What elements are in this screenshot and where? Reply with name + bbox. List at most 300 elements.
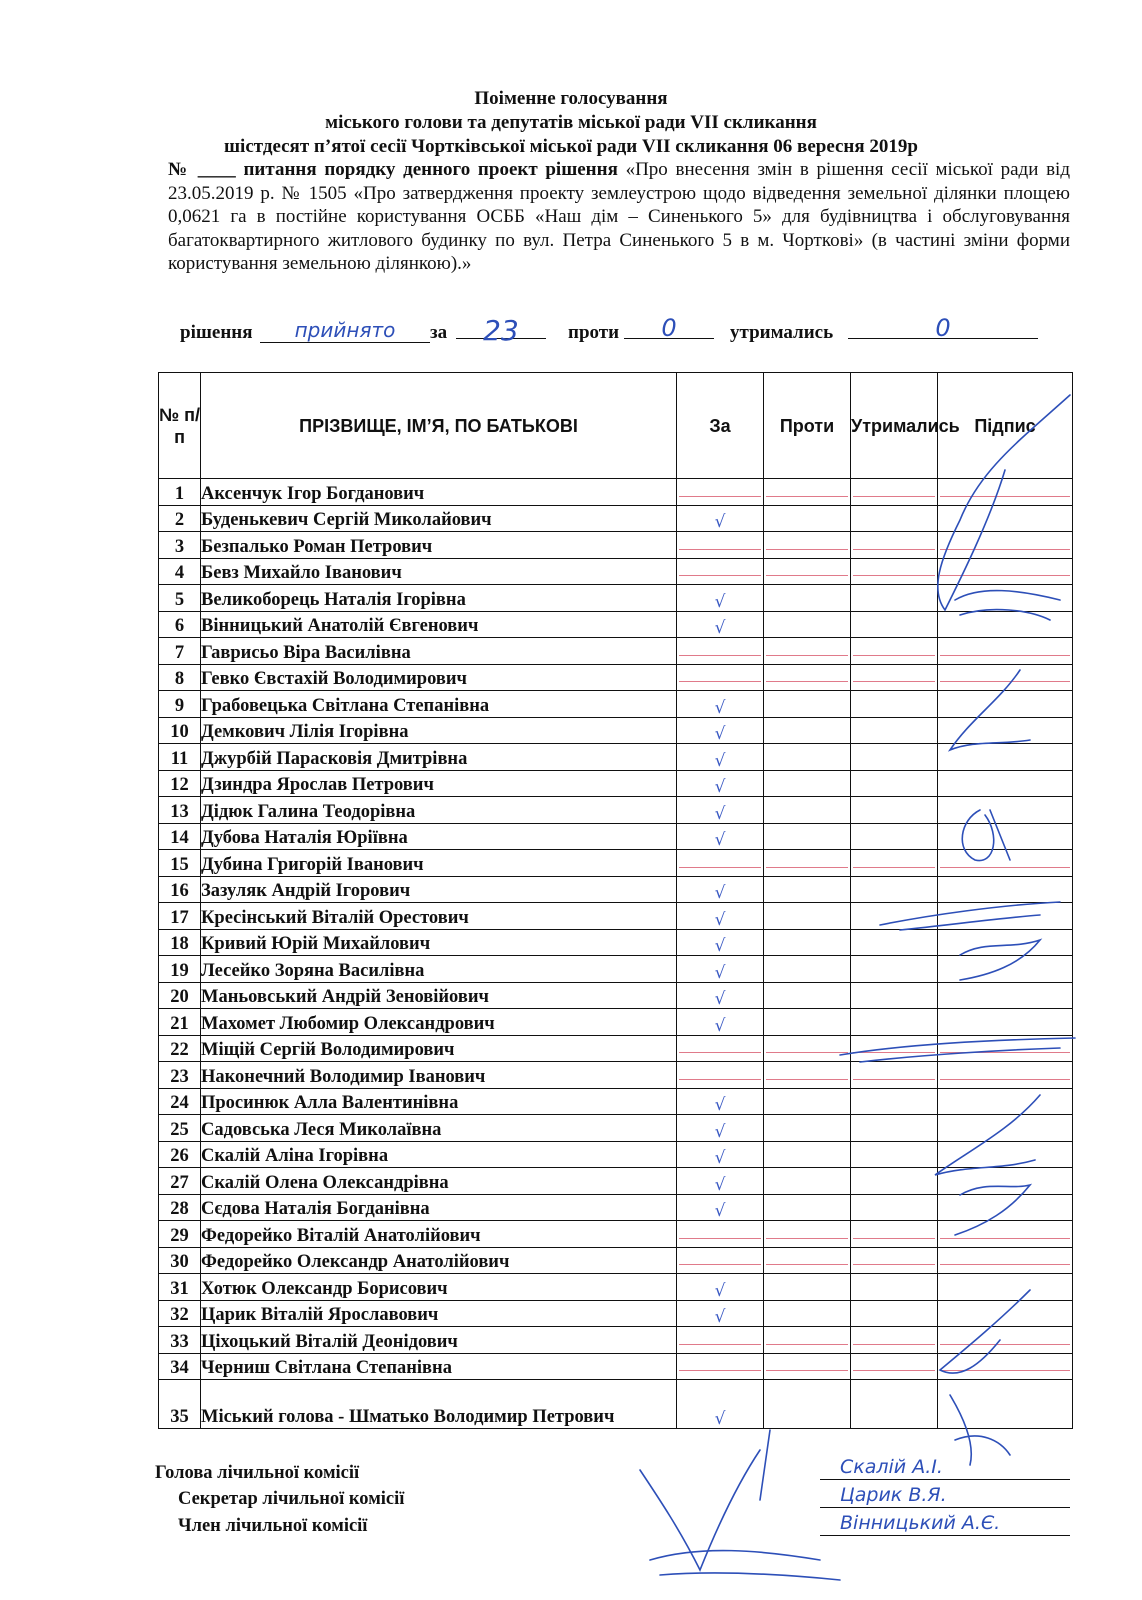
dash-mark-icon bbox=[679, 1238, 761, 1239]
row-number: 3 bbox=[159, 532, 201, 559]
row-against-cell bbox=[764, 1247, 851, 1274]
row-signature-cell bbox=[938, 982, 1073, 1009]
row-abstain-cell bbox=[851, 1115, 938, 1142]
row-name: Міщій Сергій Володимирович bbox=[201, 1035, 677, 1062]
row-name: Зазуляк Андрій Ігорович bbox=[201, 876, 677, 903]
row-for-cell bbox=[677, 1035, 764, 1062]
row-name: Маньовський Андрій Зеновійович bbox=[201, 982, 677, 1009]
check-mark-icon: √ bbox=[714, 1174, 726, 1195]
dash-mark-icon bbox=[679, 1052, 761, 1053]
row-for-cell bbox=[677, 1115, 764, 1142]
check-mark-icon: √ bbox=[714, 936, 726, 956]
check-mark-icon: √ bbox=[714, 1280, 726, 1301]
row-abstain-cell bbox=[851, 532, 938, 559]
row-number: 7 bbox=[159, 638, 201, 665]
row-against-cell bbox=[764, 1194, 851, 1221]
table-row bbox=[159, 1300, 1073, 1327]
row-number: 32 bbox=[159, 1300, 201, 1327]
dash-mark-icon bbox=[853, 496, 935, 497]
row-for-cell bbox=[677, 664, 764, 691]
row-abstain-cell bbox=[851, 1194, 938, 1221]
row-name: Федорейко Віталій Анатолійович bbox=[201, 1221, 677, 1248]
agenda-text: «Про внесення змін в рішення сесії міської ради від 23.05.2019 р. № 1505 «Про затвердження проекту землеустрою щодо відведення земельної ділянки площею 0,0621 га в постійне користування ОСББ «Наш дім – Синенького 5» для будівництва і обслуговування багатоквартирного житлового будинку по вул. Петра Синенького 5 в м. Чорткові» (в частині зміни форми користування земельною ділянкою).» bbox=[168, 159, 1071, 274]
row-number: 20 bbox=[159, 982, 201, 1009]
row-for-cell bbox=[677, 823, 764, 850]
row-for-cell bbox=[677, 744, 764, 771]
header-for: За bbox=[677, 373, 764, 479]
table-header-row bbox=[159, 373, 1073, 479]
row-against-cell bbox=[764, 638, 851, 665]
row-name: Федорейко Олександр Анатолійович bbox=[201, 1247, 677, 1274]
row-against-cell bbox=[764, 585, 851, 612]
check-mark-icon: √ bbox=[714, 750, 726, 771]
row-name: Скалій Олена Олександрівна bbox=[201, 1168, 677, 1195]
dash-mark-icon bbox=[853, 1079, 935, 1080]
dash-mark-icon bbox=[766, 655, 848, 656]
row-name: Гаврисьо Віра Василівна bbox=[201, 638, 677, 665]
row-for-cell bbox=[677, 903, 764, 930]
dash-mark-icon bbox=[940, 1079, 1070, 1080]
row-against-cell bbox=[764, 1327, 851, 1354]
row-name: Дубина Григорій Іванович bbox=[201, 850, 677, 877]
table-row bbox=[159, 903, 1073, 930]
row-signature-cell bbox=[938, 1168, 1073, 1195]
table-row bbox=[159, 1274, 1073, 1301]
table-row bbox=[159, 744, 1073, 771]
row-signature-cell bbox=[938, 1221, 1073, 1248]
header-against: Проти bbox=[764, 373, 851, 479]
table-row bbox=[159, 770, 1073, 797]
dash-mark-icon bbox=[766, 1264, 848, 1265]
check-mark-icon: √ bbox=[714, 724, 726, 744]
row-against-cell bbox=[764, 1353, 851, 1380]
row-for-cell bbox=[677, 505, 764, 532]
table-row bbox=[159, 664, 1073, 691]
dash-mark-icon bbox=[679, 1370, 761, 1371]
row-for-cell bbox=[677, 1168, 764, 1195]
row-against-cell bbox=[764, 664, 851, 691]
row-against-cell bbox=[764, 558, 851, 585]
row-number: 16 bbox=[159, 876, 201, 903]
row-name: Черниш Світлана Степанівна bbox=[201, 1353, 677, 1380]
row-abstain-cell bbox=[851, 1062, 938, 1089]
row-for-cell bbox=[677, 717, 764, 744]
table-row bbox=[159, 717, 1073, 744]
dash-mark-icon bbox=[679, 549, 761, 550]
row-abstain-cell bbox=[851, 1380, 938, 1429]
row-against-cell bbox=[764, 1088, 851, 1115]
row-for-cell bbox=[677, 1380, 764, 1429]
table-row bbox=[159, 1115, 1073, 1142]
table-row bbox=[159, 1035, 1073, 1062]
row-against-cell bbox=[764, 1300, 851, 1327]
dash-mark-icon bbox=[853, 1344, 935, 1345]
row-number: 9 bbox=[159, 691, 201, 718]
row-number: 17 bbox=[159, 903, 201, 930]
row-signature-cell bbox=[938, 1088, 1073, 1115]
dash-mark-icon bbox=[766, 496, 848, 497]
table-row bbox=[159, 611, 1073, 638]
row-for-cell bbox=[677, 558, 764, 585]
row-for-cell bbox=[677, 1141, 764, 1168]
row-name: Безпалько Роман Петрович bbox=[201, 532, 677, 559]
check-mark-icon: √ bbox=[714, 1148, 726, 1168]
row-against-cell bbox=[764, 744, 851, 771]
row-against-cell bbox=[764, 903, 851, 930]
row-against-cell bbox=[764, 717, 851, 744]
row-signature-cell bbox=[938, 691, 1073, 718]
row-abstain-cell bbox=[851, 823, 938, 850]
row-name: Ціхоцький Віталій Деонідович bbox=[201, 1327, 677, 1354]
dash-mark-icon bbox=[940, 655, 1070, 656]
check-mark-icon: √ bbox=[714, 989, 726, 1009]
row-number: 1 bbox=[159, 479, 201, 506]
row-against-cell bbox=[764, 1168, 851, 1195]
row-name: Дзиндра Ярослав Петрович bbox=[201, 770, 677, 797]
dash-mark-icon bbox=[679, 575, 761, 576]
row-for-cell bbox=[677, 982, 764, 1009]
result-line bbox=[180, 314, 1080, 348]
row-signature-cell bbox=[938, 823, 1073, 850]
row-signature-cell bbox=[938, 532, 1073, 559]
row-for-cell bbox=[677, 1221, 764, 1248]
row-for-cell bbox=[677, 1088, 764, 1115]
dash-mark-icon bbox=[766, 1370, 848, 1371]
table-row bbox=[159, 1168, 1073, 1195]
row-number: 4 bbox=[159, 558, 201, 585]
row-signature-cell bbox=[938, 956, 1073, 983]
row-number: 31 bbox=[159, 1274, 201, 1301]
row-against-cell bbox=[764, 611, 851, 638]
row-name: Міський голова - Шматько Володимир Петрович bbox=[201, 1380, 677, 1429]
row-abstain-cell bbox=[851, 1327, 938, 1354]
header-name: ПРІЗВИЩЕ, ІМ’Я, ПО БАТЬКОВІ bbox=[201, 373, 677, 479]
table-row bbox=[159, 1221, 1073, 1248]
row-number: 23 bbox=[159, 1062, 201, 1089]
dash-mark-icon bbox=[766, 1052, 848, 1053]
check-mark-icon: √ bbox=[714, 962, 726, 983]
row-abstain-cell bbox=[851, 1300, 938, 1327]
dash-mark-icon bbox=[940, 1052, 1070, 1053]
check-mark-icon: √ bbox=[714, 909, 726, 930]
table-row bbox=[159, 505, 1073, 532]
dash-mark-icon bbox=[940, 1238, 1070, 1239]
row-for-cell bbox=[677, 1194, 764, 1221]
row-abstain-cell bbox=[851, 1168, 938, 1195]
table-row bbox=[159, 1247, 1073, 1274]
row-against-cell bbox=[764, 823, 851, 850]
dash-mark-icon bbox=[766, 1079, 848, 1080]
table-row bbox=[159, 691, 1073, 718]
dash-mark-icon bbox=[853, 867, 935, 868]
dash-mark-icon bbox=[766, 1344, 848, 1345]
row-signature-cell bbox=[938, 797, 1073, 824]
table-row bbox=[159, 1327, 1073, 1354]
check-mark-icon: √ bbox=[714, 803, 726, 824]
row-name: Скалій Аліна Ігорівна bbox=[201, 1141, 677, 1168]
abstain-value: 0 bbox=[848, 314, 1038, 339]
row-abstain-cell bbox=[851, 982, 938, 1009]
row-abstain-cell bbox=[851, 744, 938, 771]
row-number: 21 bbox=[159, 1009, 201, 1036]
against-value: 0 bbox=[624, 314, 714, 339]
table-row bbox=[159, 1353, 1073, 1380]
row-number: 30 bbox=[159, 1247, 201, 1274]
dash-mark-icon bbox=[940, 867, 1070, 868]
row-against-cell bbox=[764, 1009, 851, 1036]
against-label: проти bbox=[568, 322, 620, 343]
voting-table bbox=[158, 372, 1073, 1429]
row-for-cell bbox=[677, 770, 764, 797]
row-for-cell bbox=[677, 1247, 764, 1274]
row-against-cell bbox=[764, 982, 851, 1009]
dash-mark-icon bbox=[679, 867, 761, 868]
row-number: 29 bbox=[159, 1221, 201, 1248]
dash-mark-icon bbox=[679, 655, 761, 656]
row-signature-cell bbox=[938, 1247, 1073, 1274]
dash-mark-icon bbox=[853, 1370, 935, 1371]
row-signature-cell bbox=[938, 558, 1073, 585]
check-mark-icon: √ bbox=[714, 1307, 726, 1327]
dash-mark-icon bbox=[940, 575, 1070, 576]
dash-mark-icon bbox=[766, 867, 848, 868]
row-abstain-cell bbox=[851, 611, 938, 638]
secretary-label: Секретар лічильної комісії bbox=[178, 1489, 405, 1509]
row-signature-cell bbox=[938, 744, 1073, 771]
row-abstain-cell bbox=[851, 638, 938, 665]
row-name: Великоборець Наталія Ігорівна bbox=[201, 585, 677, 612]
row-abstain-cell bbox=[851, 717, 938, 744]
row-number: 22 bbox=[159, 1035, 201, 1062]
row-abstain-cell bbox=[851, 1247, 938, 1274]
row-for-cell bbox=[677, 691, 764, 718]
dash-mark-icon bbox=[853, 1264, 935, 1265]
check-mark-icon: √ bbox=[714, 1015, 726, 1036]
dash-mark-icon bbox=[766, 549, 848, 550]
row-signature-cell bbox=[938, 1035, 1073, 1062]
row-signature-cell bbox=[938, 1009, 1073, 1036]
check-mark-icon: √ bbox=[714, 1409, 726, 1429]
row-for-cell bbox=[677, 1062, 764, 1089]
row-signature-cell bbox=[938, 850, 1073, 877]
row-against-cell bbox=[764, 850, 851, 877]
row-number: 25 bbox=[159, 1115, 201, 1142]
check-mark-icon: √ bbox=[714, 1095, 726, 1115]
row-for-cell bbox=[677, 956, 764, 983]
table-row bbox=[159, 956, 1073, 983]
row-for-cell bbox=[677, 532, 764, 559]
row-name: Лесейко Зоряна Василівна bbox=[201, 956, 677, 983]
row-number: 15 bbox=[159, 850, 201, 877]
row-signature-cell bbox=[938, 1327, 1073, 1354]
abstain-label: утримались bbox=[730, 322, 834, 343]
table-row bbox=[159, 929, 1073, 956]
row-name: Кривий Юрій Михайлович bbox=[201, 929, 677, 956]
row-number: 27 bbox=[159, 1168, 201, 1195]
secretary-signature bbox=[650, 1551, 840, 1580]
secretary-name: Царик В.Я. bbox=[820, 1484, 1070, 1508]
chair-name: Скалій А.І. bbox=[820, 1456, 1070, 1480]
check-mark-icon: √ bbox=[714, 1121, 726, 1142]
row-signature-cell bbox=[938, 664, 1073, 691]
check-mark-icon: √ bbox=[714, 591, 726, 612]
table-row bbox=[159, 1009, 1073, 1036]
row-number: 2 bbox=[159, 505, 201, 532]
row-for-cell bbox=[677, 1300, 764, 1327]
row-for-cell bbox=[677, 638, 764, 665]
row-abstain-cell bbox=[851, 558, 938, 585]
row-name: Дубова Наталія Юріївна bbox=[201, 823, 677, 850]
row-number: 12 bbox=[159, 770, 201, 797]
row-number: 5 bbox=[159, 585, 201, 612]
row-number: 11 bbox=[159, 744, 201, 771]
row-abstain-cell bbox=[851, 1088, 938, 1115]
member-label: Член лічильної комісії bbox=[178, 1516, 368, 1536]
dash-mark-icon bbox=[679, 681, 761, 682]
row-against-cell bbox=[764, 1115, 851, 1142]
row-abstain-cell bbox=[851, 505, 938, 532]
row-signature-cell bbox=[938, 1353, 1073, 1380]
check-mark-icon: √ bbox=[714, 1201, 726, 1221]
dash-mark-icon bbox=[679, 496, 761, 497]
table-row bbox=[159, 479, 1073, 506]
row-against-cell bbox=[764, 929, 851, 956]
chair-label: Голова лічильної комісії bbox=[155, 1463, 360, 1483]
dash-mark-icon bbox=[853, 549, 935, 550]
row-for-cell bbox=[677, 585, 764, 612]
header-signature: Підпис bbox=[938, 373, 1073, 479]
row-abstain-cell bbox=[851, 903, 938, 930]
row-name: Просинюк Алла Валентинівна bbox=[201, 1088, 677, 1115]
row-abstain-cell bbox=[851, 850, 938, 877]
table-row bbox=[159, 638, 1073, 665]
row-against-cell bbox=[764, 1141, 851, 1168]
row-signature-cell bbox=[938, 929, 1073, 956]
agenda-prefix: № ____ питання порядку денного проект рішення bbox=[168, 159, 618, 180]
for-value: 23 bbox=[456, 314, 546, 339]
row-for-cell bbox=[677, 850, 764, 877]
dash-mark-icon bbox=[940, 1344, 1070, 1345]
row-name: Садовська Леся Миколаївна bbox=[201, 1115, 677, 1142]
row-name: Аксенчук Ігор Богданович bbox=[201, 479, 677, 506]
row-name: Бевз Михайло Іванович bbox=[201, 558, 677, 585]
row-number: 26 bbox=[159, 1141, 201, 1168]
row-abstain-cell bbox=[851, 1141, 938, 1168]
row-signature-cell bbox=[938, 1274, 1073, 1301]
row-name: Хотюк Олександр Борисович bbox=[201, 1274, 677, 1301]
row-name: Вінницький Анатолій Євгенович bbox=[201, 611, 677, 638]
row-abstain-cell bbox=[851, 1353, 938, 1380]
check-mark-icon: √ bbox=[714, 883, 726, 903]
row-name: Гевко Євстахій Володимирович bbox=[201, 664, 677, 691]
check-mark-icon: √ bbox=[714, 512, 726, 532]
row-against-cell bbox=[764, 1062, 851, 1089]
table-row bbox=[159, 532, 1073, 559]
row-signature-cell bbox=[938, 1062, 1073, 1089]
row-signature-cell bbox=[938, 1115, 1073, 1142]
check-mark-icon: √ bbox=[714, 618, 726, 638]
table-row bbox=[159, 823, 1073, 850]
row-for-cell bbox=[677, 797, 764, 824]
table-row bbox=[159, 850, 1073, 877]
row-abstain-cell bbox=[851, 691, 938, 718]
row-number: 13 bbox=[159, 797, 201, 824]
row-signature-cell bbox=[938, 585, 1073, 612]
row-number: 35 bbox=[159, 1380, 201, 1429]
row-signature-cell bbox=[938, 770, 1073, 797]
table-row bbox=[159, 585, 1073, 612]
row-number: 14 bbox=[159, 823, 201, 850]
dash-mark-icon bbox=[766, 681, 848, 682]
dash-mark-icon bbox=[940, 1370, 1070, 1371]
row-name: Сєдова Наталія Богданівна bbox=[201, 1194, 677, 1221]
row-against-cell bbox=[764, 505, 851, 532]
row-against-cell bbox=[764, 876, 851, 903]
title-line-1: Поіменне голосування bbox=[474, 88, 668, 109]
member-name: Вінницький А.Є. bbox=[820, 1512, 1070, 1536]
header-number: № п/п bbox=[159, 373, 201, 479]
row-signature-cell bbox=[938, 903, 1073, 930]
row-name: Кресінський Віталій Орестович bbox=[201, 903, 677, 930]
dash-mark-icon bbox=[853, 575, 935, 576]
row-for-cell bbox=[677, 1274, 764, 1301]
row-for-cell bbox=[677, 1009, 764, 1036]
row-abstain-cell bbox=[851, 1221, 938, 1248]
row-for-cell bbox=[677, 929, 764, 956]
table-row bbox=[159, 1141, 1073, 1168]
row-abstain-cell bbox=[851, 797, 938, 824]
header-abstain: Утримались bbox=[851, 373, 938, 479]
row-name: Дідюк Галина Теодорівна bbox=[201, 797, 677, 824]
dash-mark-icon bbox=[853, 1052, 935, 1053]
table-row bbox=[159, 876, 1073, 903]
row-against-cell bbox=[764, 1380, 851, 1429]
decision-label: рішення bbox=[180, 322, 253, 343]
title-line-3: шістдесят п’ятої сесії Чортківської міської ради VII скликання 06 вересня 2019р bbox=[224, 136, 918, 157]
row-against-cell bbox=[764, 956, 851, 983]
check-mark-icon: √ bbox=[714, 777, 726, 797]
row-abstain-cell bbox=[851, 876, 938, 903]
row-abstain-cell bbox=[851, 1009, 938, 1036]
row-abstain-cell bbox=[851, 664, 938, 691]
row-name: Буденькевич Сергій Миколайович bbox=[201, 505, 677, 532]
dash-mark-icon bbox=[679, 1264, 761, 1265]
dash-mark-icon bbox=[940, 496, 1070, 497]
row-signature-cell bbox=[938, 1141, 1073, 1168]
dash-mark-icon bbox=[853, 1238, 935, 1239]
dash-mark-icon bbox=[940, 1264, 1070, 1265]
row-against-cell bbox=[764, 691, 851, 718]
dash-mark-icon bbox=[853, 681, 935, 682]
row-name: Джурбій Парасковія Дмитрівна bbox=[201, 744, 677, 771]
decision-value: прийнято bbox=[260, 318, 430, 343]
row-name: Наконечний Володимир Іванович bbox=[201, 1062, 677, 1089]
row-number: 18 bbox=[159, 929, 201, 956]
row-abstain-cell bbox=[851, 479, 938, 506]
dash-mark-icon bbox=[679, 1079, 761, 1080]
row-against-cell bbox=[764, 797, 851, 824]
row-for-cell bbox=[677, 611, 764, 638]
row-signature-cell bbox=[938, 717, 1073, 744]
row-number: 19 bbox=[159, 956, 201, 983]
row-name: Махомет Любомир Олександрович bbox=[201, 1009, 677, 1036]
row-signature-cell bbox=[938, 505, 1073, 532]
table-row bbox=[159, 558, 1073, 585]
table-row bbox=[159, 1194, 1073, 1221]
agenda-paragraph bbox=[168, 158, 1070, 276]
row-abstain-cell bbox=[851, 1035, 938, 1062]
table-row bbox=[159, 797, 1073, 824]
